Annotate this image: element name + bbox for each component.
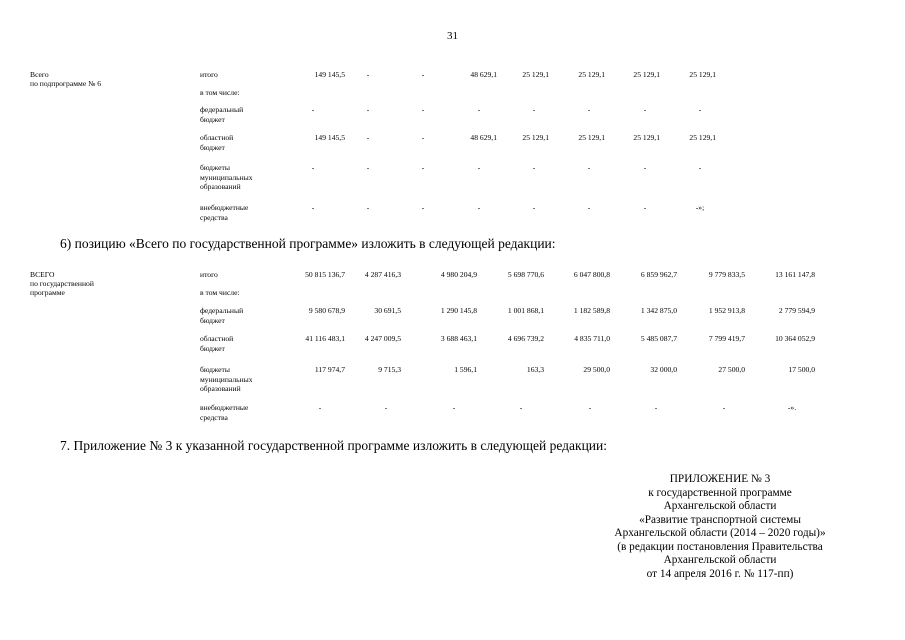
- appendix-header: [560, 473, 880, 581]
- table-cell: 25 129,1: [633, 70, 660, 79]
- table-cell: -: [587, 163, 591, 172]
- table-cell: -: [477, 163, 481, 172]
- table-cell: 25 129,1: [522, 70, 549, 79]
- table-cell: 1 290 145,8: [440, 306, 477, 315]
- table-cell: -: [477, 105, 481, 114]
- table-cell: 41 116 483,1: [305, 334, 345, 343]
- table-cell: -: [722, 403, 726, 412]
- table-cell: 1 182 589,8: [573, 306, 610, 315]
- row-sublabel: бюджеты муниципальных образований: [200, 163, 253, 191]
- row-label: ВСЕГО по государственной программе: [30, 270, 94, 297]
- appendix-line: «Развитие транспортной системы: [639, 513, 801, 526]
- table-cell: -: [366, 163, 370, 172]
- table-cell: 163,3: [526, 365, 544, 374]
- row-sublabel: внебюджетные средства: [200, 203, 249, 222]
- table-cell: 13 161 147,8: [775, 270, 815, 279]
- table-cell: 4 287 416,3: [364, 270, 401, 279]
- table-cell: -: [519, 403, 523, 412]
- table-cell: 1 596,1: [454, 365, 477, 374]
- table-cell: -»;: [695, 203, 705, 212]
- page-number: 31: [447, 30, 458, 42]
- table-cell: 25 129,1: [578, 133, 605, 142]
- row-sublabel: бюджеты муниципальных образований: [200, 365, 253, 393]
- table-cell: 7 799 419,7: [708, 334, 745, 343]
- table-cell: -: [643, 203, 647, 212]
- table-cell: -: [366, 133, 370, 142]
- table-cell: 2 779 594,9: [778, 306, 815, 315]
- table-cell: 1 001 868,1: [507, 306, 544, 315]
- table-cell: 4 980 204,9: [440, 270, 477, 279]
- table-cell: -: [311, 203, 315, 212]
- table-cell: 25 129,1: [522, 133, 549, 142]
- table-cell: -: [421, 203, 425, 212]
- table-cell: 3 688 463,1: [440, 334, 477, 343]
- row-sublabel: федеральный бюджет: [200, 105, 244, 124]
- table-cell: 5 485 087,7: [640, 334, 677, 343]
- table-cell: -: [587, 203, 591, 212]
- paragraph-6: 6) позицию «Всего по государственной программе» изложить в следующей редакции:: [60, 236, 556, 251]
- row-sublabel: итого: [200, 270, 218, 279]
- table-cell: -: [366, 105, 370, 114]
- appendix-line: Архангельской области: [663, 500, 777, 512]
- table-cell: 25 129,1: [578, 70, 605, 79]
- table-cell: -: [532, 105, 536, 114]
- table-cell: 10 364 052,9: [775, 334, 815, 343]
- row-sublabel: в том числе:: [200, 88, 240, 97]
- table-cell: 6 859 962,7: [640, 270, 677, 279]
- table-cell: 1 952 913,8: [708, 306, 745, 315]
- table-cell: -: [384, 403, 388, 412]
- table-cell: 48 629,1: [470, 70, 497, 79]
- table-cell: -: [318, 403, 322, 412]
- table-cell: -: [366, 70, 370, 79]
- table-cell: -: [698, 163, 702, 172]
- row-sublabel: итого: [200, 70, 218, 79]
- table-cell: 9 715,3: [378, 365, 401, 374]
- paragraph-7: 7. Приложение № 3 к указанной государственной программе изложить в следующей редакции:: [60, 438, 607, 453]
- table-cell: 25 129,1: [633, 133, 660, 142]
- table-cell: -: [532, 203, 536, 212]
- table-cell: 149 145,5: [314, 70, 345, 79]
- table-cell: 27 500,0: [718, 365, 745, 374]
- table-cell: 1 342 875,0: [640, 306, 677, 315]
- table-cell: -: [311, 105, 315, 114]
- row-sublabel: в том числе:: [200, 288, 240, 297]
- appendix-line: Архангельской области: [663, 554, 777, 566]
- appendix-line: Архангельской области (2014 – 2020 годы)»: [614, 527, 826, 539]
- table-cell: -: [421, 163, 425, 172]
- table-cell: -: [532, 163, 536, 172]
- table-cell: -: [643, 163, 647, 172]
- table-cell: -: [477, 203, 481, 212]
- table-cell: 4 835 711,0: [574, 334, 610, 343]
- table-cell: -: [643, 105, 647, 114]
- table-cell: 117 974,7: [314, 365, 345, 374]
- appendix-line: к государственной программе: [648, 486, 792, 499]
- table-cell: -: [698, 105, 702, 114]
- table-cell: -: [311, 163, 315, 172]
- table-cell: 4 247 009,5: [364, 334, 401, 343]
- table-cell: 4 696 739,2: [507, 334, 544, 343]
- table-cell: 29 500,0: [583, 365, 610, 374]
- table-cell: -: [366, 203, 370, 212]
- table-cell: 25 129,1: [689, 133, 716, 142]
- table-cell: -: [452, 403, 456, 412]
- row-sublabel: областной бюджет: [200, 133, 234, 152]
- table-cell: 9 580 678,9: [308, 306, 345, 315]
- table-cell: 149 145,5: [314, 133, 345, 142]
- appendix-line: от 14 апреля 2016 г. № 117-пп): [646, 567, 794, 580]
- row-label: Всего по подпрограмме № 6: [30, 70, 102, 88]
- appendix-line: (в редакции постановления Правительства: [617, 540, 823, 553]
- table-cell: -: [587, 105, 591, 114]
- table-cell: 17 500,0: [788, 365, 815, 374]
- row-sublabel: федеральный бюджет: [200, 306, 244, 325]
- row-sublabel: внебюджетные средства: [200, 403, 249, 422]
- row-sublabel: областной бюджет: [200, 334, 234, 353]
- table-cell: 50 815 136,7: [305, 270, 345, 279]
- table-cell: 9 779 833,5: [708, 270, 745, 279]
- table-cell: -».: [787, 403, 797, 412]
- table-cell: 48 629,1: [470, 133, 497, 142]
- table-cell: -: [654, 403, 658, 412]
- appendix-line: ПРИЛОЖЕНИЕ № 3: [669, 473, 771, 485]
- table-cell: -: [421, 133, 425, 142]
- table-cell: 30 691,5: [374, 306, 401, 315]
- table-cell: 32 000,0: [650, 365, 677, 374]
- table-cell: -: [421, 105, 425, 114]
- table-cell: 6 047 800,8: [573, 270, 610, 279]
- table-cell: 5 698 770,6: [507, 270, 544, 279]
- table-cell: 25 129,1: [689, 70, 716, 79]
- table-cell: -: [588, 403, 592, 412]
- table-cell: -: [421, 70, 425, 79]
